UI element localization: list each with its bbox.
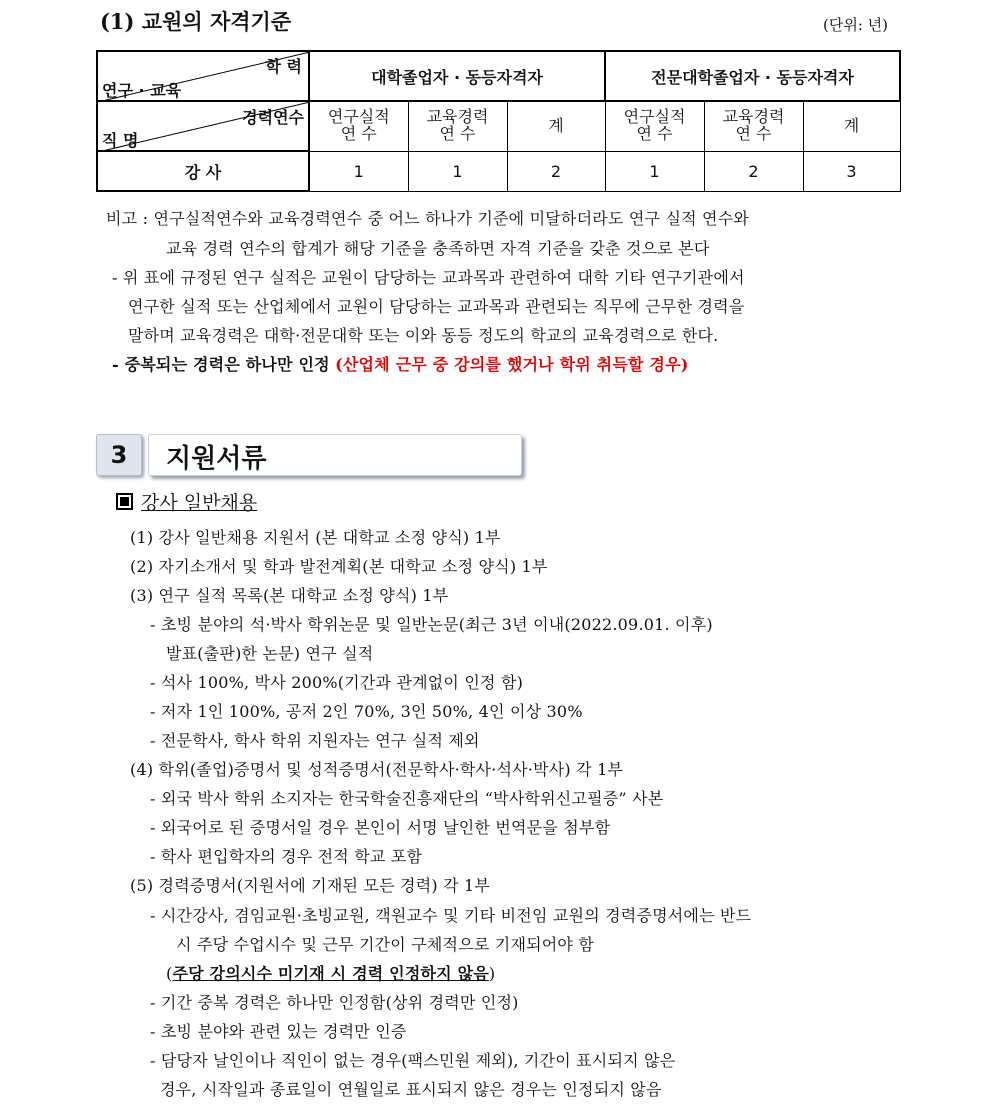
subheader-line: 연구실적: [327, 107, 390, 127]
section-number-badge: 3: [96, 434, 142, 476]
corner-position-label: 직 명: [102, 131, 139, 150]
subheader-line: 교육경력: [426, 107, 489, 127]
list-item: - 초빙 분야와 관련 있는 경력만 인증: [150, 1022, 407, 1041]
section-heading: (1) 교원의 자격기준: [100, 9, 292, 34]
subheader-line: 교육경력: [722, 107, 785, 127]
list-item: (5) 경력증명서(지원서에 기재된 모든 경력) 각 1부: [130, 876, 491, 895]
table-cell: 1: [408, 151, 507, 191]
note-bold-text: - 중복되는 경력은 하나만 인정: [112, 355, 330, 374]
subheader-line: 연 수: [439, 124, 476, 144]
subheader-line: 계: [843, 115, 860, 135]
qualification-table: [96, 50, 901, 192]
list-item: 시 주당 수업시수 및 근무 기간이 구체적으로 기재되어야 함: [176, 935, 595, 954]
list-item: - 외국 박사 학위 소지자는 한국학술진흥재단의 “박사학위신고필증” 사본: [150, 789, 664, 808]
list-item: - 저자 1인 100%, 공저 2인 70%, 3인 50%, 4인 이상 30%: [150, 702, 583, 721]
table-cell: 2: [704, 151, 803, 191]
list-item: 발표(출판)한 논문) 연구 실적: [166, 644, 374, 663]
list-item: - 기간 중복 경력은 하나만 인정함(상위 경력만 인정): [150, 993, 519, 1012]
subheader-teaching-years: [408, 101, 507, 151]
corner-research-label: 연구 · 교육: [102, 81, 182, 100]
subheader-line: 연 수: [636, 124, 673, 144]
subheader-research-years: [309, 101, 408, 151]
subheader-line: 계: [548, 115, 564, 135]
list-item: (1) 강사 일반채용 지원서 (본 대학교 소정 양식) 1부: [130, 528, 501, 547]
note-line: - 위 표에 규정된 연구 실적은 교원이 담당하는 교과목과 관련하여 대학 기타 연구기관에서: [112, 268, 745, 287]
list-item: 경우, 시작일과 종료일이 연월일로 표시되지 않은 경우는 인정되지 않음: [160, 1080, 662, 1099]
list-item: - 시간강사, 겸임교원·초빙교원, 객원교수 및 기타 비전임 교원의 경력증명서에는 반드: [150, 906, 752, 925]
filled-square-icon: [116, 493, 133, 510]
subheader-teaching-years: [704, 101, 803, 151]
section-title: 지원서류: [166, 444, 267, 474]
note-duplicate-line: [112, 352, 689, 375]
corner-career-label: 경력연수: [242, 108, 304, 127]
list-item: (4) 학위(졸업)증명서 및 성적증명서(전문학사·학사·석사·박사) 각 1부: [130, 760, 624, 779]
underlined-warning: 주당 강의시수 미기재 시 경력 인정하지 않음: [172, 964, 489, 983]
list-item: - 석사 100%, 박사 200%(기간과 관계없이 인정 함): [150, 673, 524, 692]
subheader-total: [803, 101, 900, 151]
table-cell: 1: [309, 151, 408, 191]
note-line: 교육 경력 연수의 합계가 해당 기준을 충족하면 자격 기준을 갖춘 것으로 본다: [166, 239, 710, 258]
list-item: - 학사 편입학자의 경우 전적 학교 포함: [150, 847, 423, 866]
list-item: - 외국어로 된 증명서일 경우 본인이 서명 날인한 번역문을 첨부함: [150, 818, 611, 837]
note-line: 비고 : 연구실적연수와 교육경력연수 중 어느 하나가 기준에 미달하더라도 연구 실적 연수와: [106, 209, 750, 228]
note-line: 말하며 교육경력은 대학·전문대학 또는 이와 동등 정도의 학교의 교육경력으로 한다.: [128, 326, 719, 345]
list-item: (2) 자기소개서 및 학과 발전계획(본 대학교 소정 양식) 1부: [130, 557, 548, 576]
subheader-research-years: [605, 101, 704, 151]
subheader-line: 연 수: [340, 124, 377, 144]
list-item-underlined: (주당 강의시수 미기재 시 경력 인정하지 않음): [166, 964, 496, 983]
header-corner-top: [97, 51, 309, 101]
row-label-lecturer: 강 사: [97, 151, 309, 191]
list-item: - 전문학사, 학사 학위 지원자는 연구 실적 제외: [150, 731, 480, 750]
group-header-college: 전문대학졸업자 · 동등자격자: [605, 51, 900, 101]
table-cell: 1: [605, 151, 704, 191]
header-corner-bottom: [97, 101, 309, 151]
unit-label: (단위: 년): [823, 16, 888, 34]
note-red-text: (산업체 근무 중 강의를 했거나 학위 취득할 경우): [335, 355, 689, 374]
list-item: (3) 연구 실적 목록(본 대학교 소정 양식) 1부: [130, 586, 449, 605]
subheader-total: [507, 101, 605, 151]
subsection-title: 강사 일반채용: [141, 492, 258, 514]
corner-education-label: 학 력: [265, 57, 302, 76]
list-item: - 담당자 날인이나 직인이 없는 경우(팩스민원 제외), 기간이 표시되지 않은: [150, 1051, 676, 1070]
note-line: 연구한 실적 또는 산업체에서 교원이 담당하는 교과목과 관련되는 직무에 근무한 경력을: [128, 297, 745, 316]
group-header-university: 대학졸업자 · 동등자격자: [309, 51, 605, 101]
list-item: - 초빙 분야의 석·박사 학위논문 및 일반논문(최근 3년 이내(2022.09.01. 이후): [150, 615, 713, 634]
table-cell: 2: [507, 151, 605, 191]
subheader-line: 연구실적: [623, 107, 686, 127]
subheader-line: 연 수: [735, 124, 772, 144]
subsection-heading: [116, 488, 257, 515]
table-cell: 3: [803, 151, 900, 191]
